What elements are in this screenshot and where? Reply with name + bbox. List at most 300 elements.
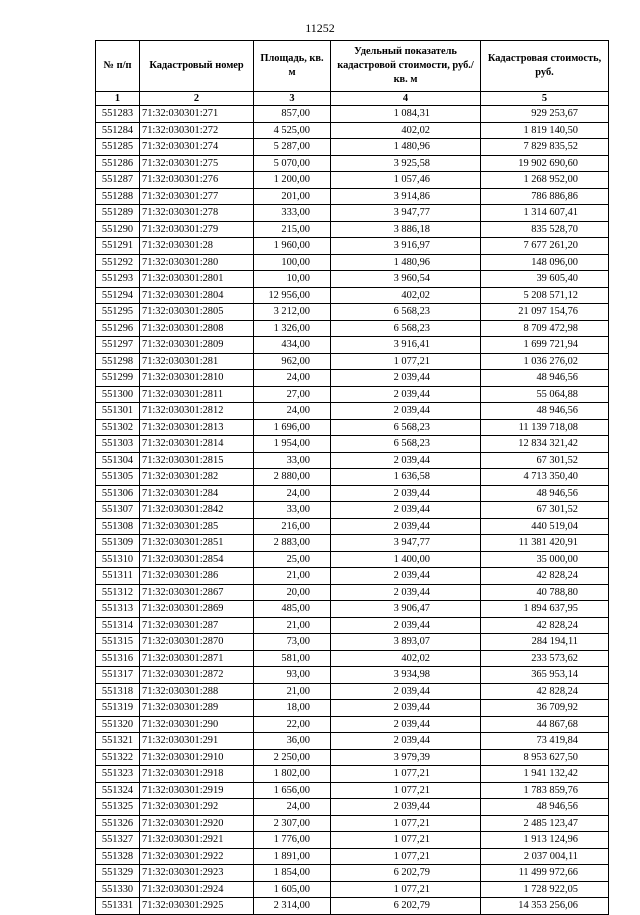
cadastral-value-cell: 35 000,00 bbox=[481, 551, 609, 568]
area-cell: 1 605,00 bbox=[254, 881, 331, 898]
table-row bbox=[96, 700, 609, 717]
column-number: 5 bbox=[481, 92, 609, 106]
area-cell: 581,00 bbox=[254, 650, 331, 667]
header-area: Площадь, кв. м bbox=[254, 41, 331, 92]
specific-value-cell: 1 400,00 bbox=[331, 551, 481, 568]
row-number-cell: 551308 bbox=[96, 518, 140, 535]
area-cell: 36,00 bbox=[254, 733, 331, 750]
area-cell: 333,00 bbox=[254, 205, 331, 222]
cadastral-value-cell: 7 677 261,20 bbox=[481, 238, 609, 255]
table-row bbox=[96, 122, 609, 139]
area-cell: 1 696,00 bbox=[254, 419, 331, 436]
row-number-cell: 551318 bbox=[96, 683, 140, 700]
table-row bbox=[96, 782, 609, 799]
cadastral-value-cell: 284 194,11 bbox=[481, 634, 609, 651]
cadastral-value-cell: 1 783 859,76 bbox=[481, 782, 609, 799]
cadastral-number-cell: 71:32:030301:274 bbox=[140, 139, 254, 156]
cadastral-value-cell: 786 886,86 bbox=[481, 188, 609, 205]
table-row bbox=[96, 881, 609, 898]
header-row bbox=[96, 41, 609, 92]
cadastral-value-cell: 11 499 972,66 bbox=[481, 865, 609, 882]
row-number-cell: 551286 bbox=[96, 155, 140, 172]
row-number-cell: 551325 bbox=[96, 799, 140, 816]
cadastral-number-cell: 71:32:030301:2842 bbox=[140, 502, 254, 519]
specific-value-cell: 2 039,44 bbox=[331, 716, 481, 733]
area-cell: 33,00 bbox=[254, 452, 331, 469]
cadastral-number-cell: 71:32:030301:284 bbox=[140, 485, 254, 502]
area-cell: 24,00 bbox=[254, 403, 331, 420]
area-cell: 5 070,00 bbox=[254, 155, 331, 172]
cadastral-number-cell: 71:32:030301:292 bbox=[140, 799, 254, 816]
cadastral-value-cell: 233 573,62 bbox=[481, 650, 609, 667]
table-row bbox=[96, 518, 609, 535]
specific-value-cell: 1 084,31 bbox=[331, 106, 481, 123]
cadastral-value-cell: 48 946,56 bbox=[481, 370, 609, 387]
specific-value-cell: 1 077,21 bbox=[331, 848, 481, 865]
specific-value-cell: 1 077,21 bbox=[331, 353, 481, 370]
table-row bbox=[96, 617, 609, 634]
specific-value-cell: 1 057,46 bbox=[331, 172, 481, 189]
cadastral-value-cell: 39 605,40 bbox=[481, 271, 609, 288]
row-number-cell: 551305 bbox=[96, 469, 140, 486]
cadastral-value-cell: 2 037 004,11 bbox=[481, 848, 609, 865]
table-row bbox=[96, 601, 609, 618]
area-cell: 1 891,00 bbox=[254, 848, 331, 865]
area-cell: 216,00 bbox=[254, 518, 331, 535]
table-row bbox=[96, 848, 609, 865]
specific-value-cell: 3 947,77 bbox=[331, 205, 481, 222]
cadastral-value-cell: 11 381 420,91 bbox=[481, 535, 609, 552]
cadastral-value-cell: 1 268 952,00 bbox=[481, 172, 609, 189]
area-cell: 21,00 bbox=[254, 568, 331, 585]
row-number-cell: 551299 bbox=[96, 370, 140, 387]
cadastral-number-cell: 71:32:030301:282 bbox=[140, 469, 254, 486]
area-cell: 18,00 bbox=[254, 700, 331, 717]
row-number-cell: 551310 bbox=[96, 551, 140, 568]
table-row bbox=[96, 188, 609, 205]
specific-value-cell: 2 039,44 bbox=[331, 568, 481, 585]
table-row bbox=[96, 436, 609, 453]
cadastral-number-cell: 71:32:030301:285 bbox=[140, 518, 254, 535]
page-number: 11252 bbox=[305, 21, 335, 35]
table-row bbox=[96, 865, 609, 882]
table-row bbox=[96, 551, 609, 568]
cadastral-number-cell: 71:32:030301:2869 bbox=[140, 601, 254, 618]
specific-value-cell: 2 039,44 bbox=[331, 700, 481, 717]
specific-value-cell: 1 636,58 bbox=[331, 469, 481, 486]
cadastral-number-cell: 71:32:030301:2810 bbox=[140, 370, 254, 387]
area-cell: 201,00 bbox=[254, 188, 331, 205]
row-number-cell: 551313 bbox=[96, 601, 140, 618]
cadastral-number-cell: 71:32:030301:2923 bbox=[140, 865, 254, 882]
table-row bbox=[96, 155, 609, 172]
specific-value-cell: 6 568,23 bbox=[331, 304, 481, 321]
table-row bbox=[96, 254, 609, 271]
area-cell: 12 956,00 bbox=[254, 287, 331, 304]
cadastral-value-cell: 1 728 922,05 bbox=[481, 881, 609, 898]
specific-value-cell: 1 077,21 bbox=[331, 782, 481, 799]
specific-value-cell: 3 925,58 bbox=[331, 155, 481, 172]
row-number-cell: 551303 bbox=[96, 436, 140, 453]
specific-value-cell: 3 886,18 bbox=[331, 221, 481, 238]
cadastral-number-cell: 71:32:030301:277 bbox=[140, 188, 254, 205]
specific-value-cell: 2 039,44 bbox=[331, 799, 481, 816]
cadastral-number-cell: 71:32:030301:2910 bbox=[140, 749, 254, 766]
specific-value-cell: 6 568,23 bbox=[331, 436, 481, 453]
cadastral-value-cell: 1 913 124,96 bbox=[481, 832, 609, 849]
specific-value-cell: 1 480,96 bbox=[331, 139, 481, 156]
table-row bbox=[96, 452, 609, 469]
cadastral-number-cell: 71:32:030301:2924 bbox=[140, 881, 254, 898]
header-specific-value: Удельный показатель кадастровой стоимости, руб./кв. м bbox=[331, 41, 481, 92]
cadastral-number-cell: 71:32:030301:2811 bbox=[140, 386, 254, 403]
area-cell: 24,00 bbox=[254, 799, 331, 816]
area-cell: 434,00 bbox=[254, 337, 331, 354]
area-cell: 24,00 bbox=[254, 370, 331, 387]
cadastral-number-cell: 71:32:030301:2815 bbox=[140, 452, 254, 469]
table-row bbox=[96, 634, 609, 651]
area-cell: 215,00 bbox=[254, 221, 331, 238]
row-number-cell: 551296 bbox=[96, 320, 140, 337]
row-number-cell: 551291 bbox=[96, 238, 140, 255]
row-number-cell: 551312 bbox=[96, 584, 140, 601]
specific-value-cell: 402,02 bbox=[331, 122, 481, 139]
cadastral-value-cell: 2 485 123,47 bbox=[481, 815, 609, 832]
cadastral-number-cell: 71:32:030301:2867 bbox=[140, 584, 254, 601]
row-number-cell: 551295 bbox=[96, 304, 140, 321]
cadastral-value-cell: 365 953,14 bbox=[481, 667, 609, 684]
cadastral-value-cell: 40 788,80 bbox=[481, 584, 609, 601]
area-cell: 1 802,00 bbox=[254, 766, 331, 783]
table-body bbox=[96, 106, 609, 915]
table-row bbox=[96, 733, 609, 750]
specific-value-cell: 2 039,44 bbox=[331, 617, 481, 634]
header-cadastral-number: Кадастровый номер bbox=[140, 41, 254, 92]
specific-value-cell: 2 039,44 bbox=[331, 452, 481, 469]
cadastral-value-cell: 48 946,56 bbox=[481, 403, 609, 420]
cadastral-value-cell: 5 208 571,12 bbox=[481, 287, 609, 304]
area-cell: 1 954,00 bbox=[254, 436, 331, 453]
specific-value-cell: 3 914,86 bbox=[331, 188, 481, 205]
table-row bbox=[96, 815, 609, 832]
table-row bbox=[96, 287, 609, 304]
table-row bbox=[96, 403, 609, 420]
specific-value-cell: 2 039,44 bbox=[331, 584, 481, 601]
row-number-cell: 551320 bbox=[96, 716, 140, 733]
row-number-cell: 551330 bbox=[96, 881, 140, 898]
cadastral-number-cell: 71:32:030301:2922 bbox=[140, 848, 254, 865]
table-row bbox=[96, 370, 609, 387]
area-cell: 2 883,00 bbox=[254, 535, 331, 552]
cadastral-number-cell: 71:32:030301:276 bbox=[140, 172, 254, 189]
cadastral-value-cell: 835 528,70 bbox=[481, 221, 609, 238]
table-row bbox=[96, 172, 609, 189]
area-cell: 24,00 bbox=[254, 485, 331, 502]
cadastral-value-cell: 929 253,67 bbox=[481, 106, 609, 123]
specific-value-cell: 1 077,21 bbox=[331, 881, 481, 898]
cadastral-number-cell: 71:32:030301:2871 bbox=[140, 650, 254, 667]
cadastral-value-cell: 12 834 321,42 bbox=[481, 436, 609, 453]
area-cell: 33,00 bbox=[254, 502, 331, 519]
cadastral-value-cell: 1 941 132,42 bbox=[481, 766, 609, 783]
cadastral-number-cell: 71:32:030301:28 bbox=[140, 238, 254, 255]
table-row bbox=[96, 469, 609, 486]
row-number-cell: 551314 bbox=[96, 617, 140, 634]
specific-value-cell: 1 077,21 bbox=[331, 815, 481, 832]
specific-value-cell: 1 077,21 bbox=[331, 832, 481, 849]
row-number-cell: 551327 bbox=[96, 832, 140, 849]
area-cell: 1 854,00 bbox=[254, 865, 331, 882]
cadastral-number-cell: 71:32:030301:271 bbox=[140, 106, 254, 123]
area-cell: 10,00 bbox=[254, 271, 331, 288]
table-header bbox=[96, 41, 609, 106]
row-number-cell: 551324 bbox=[96, 782, 140, 799]
table-row bbox=[96, 139, 609, 156]
cadastral-value-cell: 440 519,04 bbox=[481, 518, 609, 535]
table-row bbox=[96, 832, 609, 849]
cadastral-number-cell: 71:32:030301:288 bbox=[140, 683, 254, 700]
specific-value-cell: 2 039,44 bbox=[331, 683, 481, 700]
row-number-cell: 551321 bbox=[96, 733, 140, 750]
specific-value-cell: 2 039,44 bbox=[331, 386, 481, 403]
cadastral-number-cell: 71:32:030301:2814 bbox=[140, 436, 254, 453]
cadastral-number-cell: 71:32:030301:286 bbox=[140, 568, 254, 585]
row-number-cell: 551283 bbox=[96, 106, 140, 123]
table-row bbox=[96, 386, 609, 403]
column-number: 4 bbox=[331, 92, 481, 106]
specific-value-cell: 2 039,44 bbox=[331, 485, 481, 502]
cadastral-value-cell: 48 946,56 bbox=[481, 799, 609, 816]
cadastral-value-cell: 48 946,56 bbox=[481, 485, 609, 502]
specific-value-cell: 3 960,54 bbox=[331, 271, 481, 288]
specific-value-cell: 3 906,47 bbox=[331, 601, 481, 618]
table-row bbox=[96, 568, 609, 585]
row-number-cell: 551290 bbox=[96, 221, 140, 238]
area-cell: 21,00 bbox=[254, 617, 331, 634]
row-number-cell: 551285 bbox=[96, 139, 140, 156]
row-number-cell: 551292 bbox=[96, 254, 140, 271]
row-number-cell: 551306 bbox=[96, 485, 140, 502]
cadastral-number-cell: 71:32:030301:2870 bbox=[140, 634, 254, 651]
cadastral-value-cell: 7 829 835,52 bbox=[481, 139, 609, 156]
table-row bbox=[96, 238, 609, 255]
area-cell: 2 307,00 bbox=[254, 815, 331, 832]
area-cell: 962,00 bbox=[254, 353, 331, 370]
specific-value-cell: 2 039,44 bbox=[331, 370, 481, 387]
row-number-cell: 551297 bbox=[96, 337, 140, 354]
cadastral-number-cell: 71:32:030301:2812 bbox=[140, 403, 254, 420]
area-cell: 1 326,00 bbox=[254, 320, 331, 337]
table-row bbox=[96, 353, 609, 370]
cadastral-value-cell: 36 709,92 bbox=[481, 700, 609, 717]
cadastral-value-cell: 1 314 607,41 bbox=[481, 205, 609, 222]
row-number-cell: 551311 bbox=[96, 568, 140, 585]
specific-value-cell: 3 893,07 bbox=[331, 634, 481, 651]
cadastral-value-cell: 42 828,24 bbox=[481, 568, 609, 585]
specific-value-cell: 6 568,23 bbox=[331, 320, 481, 337]
row-number-cell: 551316 bbox=[96, 650, 140, 667]
table-row bbox=[96, 485, 609, 502]
row-number-cell: 551287 bbox=[96, 172, 140, 189]
specific-value-cell: 402,02 bbox=[331, 287, 481, 304]
row-number-cell: 551323 bbox=[96, 766, 140, 783]
header-cadastral-value: Кадастровая стоимость, руб. bbox=[481, 41, 609, 92]
cadastral-value-cell: 1 819 140,50 bbox=[481, 122, 609, 139]
area-cell: 1 776,00 bbox=[254, 832, 331, 849]
cadastral-value-cell: 21 097 154,76 bbox=[481, 304, 609, 321]
area-cell: 27,00 bbox=[254, 386, 331, 403]
cadastral-value-cell: 42 828,24 bbox=[481, 683, 609, 700]
cadastral-value-cell: 1 699 721,94 bbox=[481, 337, 609, 354]
cadastral-number-cell: 71:32:030301:2809 bbox=[140, 337, 254, 354]
cadastral-number-cell: 71:32:030301:272 bbox=[140, 122, 254, 139]
cadastral-value-table bbox=[95, 40, 609, 915]
specific-value-cell: 3 979,39 bbox=[331, 749, 481, 766]
area-cell: 485,00 bbox=[254, 601, 331, 618]
specific-value-cell: 6 202,79 bbox=[331, 898, 481, 915]
table-row bbox=[96, 502, 609, 519]
cadastral-number-cell: 71:32:030301:289 bbox=[140, 700, 254, 717]
cadastral-number-cell: 71:32:030301:279 bbox=[140, 221, 254, 238]
row-number-cell: 551331 bbox=[96, 898, 140, 915]
cadastral-number-cell: 71:32:030301:2805 bbox=[140, 304, 254, 321]
area-cell: 2 314,00 bbox=[254, 898, 331, 915]
specific-value-cell: 2 039,44 bbox=[331, 502, 481, 519]
table-row bbox=[96, 766, 609, 783]
area-cell: 25,00 bbox=[254, 551, 331, 568]
row-number-cell: 551317 bbox=[96, 667, 140, 684]
cadastral-number-cell: 71:32:030301:2808 bbox=[140, 320, 254, 337]
area-cell: 857,00 bbox=[254, 106, 331, 123]
cadastral-number-cell: 71:32:030301:2801 bbox=[140, 271, 254, 288]
row-number-cell: 551307 bbox=[96, 502, 140, 519]
cadastral-value-cell: 67 301,52 bbox=[481, 502, 609, 519]
area-cell: 93,00 bbox=[254, 667, 331, 684]
specific-value-cell: 6 568,23 bbox=[331, 419, 481, 436]
area-cell: 22,00 bbox=[254, 716, 331, 733]
cadastral-value-cell: 14 353 256,06 bbox=[481, 898, 609, 915]
table-row bbox=[96, 683, 609, 700]
area-cell: 5 287,00 bbox=[254, 139, 331, 156]
cadastral-number-cell: 71:32:030301:281 bbox=[140, 353, 254, 370]
cadastral-number-cell: 71:32:030301:2919 bbox=[140, 782, 254, 799]
specific-value-cell: 3 916,97 bbox=[331, 238, 481, 255]
header-row-number: № п/п bbox=[96, 41, 140, 92]
row-number-cell: 551309 bbox=[96, 535, 140, 552]
area-cell: 21,00 bbox=[254, 683, 331, 700]
table-row bbox=[96, 535, 609, 552]
specific-value-cell: 3 916,41 bbox=[331, 337, 481, 354]
cadastral-number-cell: 71:32:030301:2854 bbox=[140, 551, 254, 568]
table-row bbox=[96, 320, 609, 337]
cadastral-number-cell: 71:32:030301:2851 bbox=[140, 535, 254, 552]
area-cell: 3 212,00 bbox=[254, 304, 331, 321]
cadastral-number-cell: 71:32:030301:2804 bbox=[140, 287, 254, 304]
cadastral-value-cell: 8 709 472,98 bbox=[481, 320, 609, 337]
cadastral-number-cell: 71:32:030301:2872 bbox=[140, 667, 254, 684]
specific-value-cell: 1 077,21 bbox=[331, 766, 481, 783]
specific-value-cell: 3 947,77 bbox=[331, 535, 481, 552]
row-number-cell: 551284 bbox=[96, 122, 140, 139]
cadastral-value-cell: 42 828,24 bbox=[481, 617, 609, 634]
specific-value-cell: 6 202,79 bbox=[331, 865, 481, 882]
cadastral-number-cell: 71:32:030301:2813 bbox=[140, 419, 254, 436]
row-number-cell: 551328 bbox=[96, 848, 140, 865]
table-row bbox=[96, 799, 609, 816]
specific-value-cell: 2 039,44 bbox=[331, 403, 481, 420]
specific-value-cell: 1 480,96 bbox=[331, 254, 481, 271]
row-number-cell: 551288 bbox=[96, 188, 140, 205]
column-number-row bbox=[96, 92, 609, 106]
cadastral-number-cell: 71:32:030301:287 bbox=[140, 617, 254, 634]
cadastral-number-cell: 71:32:030301:280 bbox=[140, 254, 254, 271]
cadastral-number-cell: 71:32:030301:2921 bbox=[140, 832, 254, 849]
cadastral-value-cell: 1 036 276,02 bbox=[481, 353, 609, 370]
cadastral-number-cell: 71:32:030301:2918 bbox=[140, 766, 254, 783]
table-row bbox=[96, 584, 609, 601]
table-row bbox=[96, 205, 609, 222]
cadastral-value-cell: 55 064,88 bbox=[481, 386, 609, 403]
row-number-cell: 551300 bbox=[96, 386, 140, 403]
cadastral-value-cell: 44 867,68 bbox=[481, 716, 609, 733]
row-number-cell: 551326 bbox=[96, 815, 140, 832]
cadastral-value-cell: 8 953 627,50 bbox=[481, 749, 609, 766]
area-cell: 1 960,00 bbox=[254, 238, 331, 255]
row-number-cell: 551304 bbox=[96, 452, 140, 469]
row-number-cell: 551319 bbox=[96, 700, 140, 717]
cadastral-number-cell: 71:32:030301:2925 bbox=[140, 898, 254, 915]
table-row bbox=[96, 271, 609, 288]
cadastral-number-cell: 71:32:030301:291 bbox=[140, 733, 254, 750]
table-row bbox=[96, 106, 609, 123]
cadastral-number-cell: 71:32:030301:290 bbox=[140, 716, 254, 733]
area-cell: 2 250,00 bbox=[254, 749, 331, 766]
area-cell: 1 656,00 bbox=[254, 782, 331, 799]
specific-value-cell: 2 039,44 bbox=[331, 518, 481, 535]
row-number-cell: 551315 bbox=[96, 634, 140, 651]
area-cell: 20,00 bbox=[254, 584, 331, 601]
row-number-cell: 551329 bbox=[96, 865, 140, 882]
area-cell: 4 525,00 bbox=[254, 122, 331, 139]
cadastral-value-cell: 11 139 718,08 bbox=[481, 419, 609, 436]
row-number-cell: 551293 bbox=[96, 271, 140, 288]
table-row bbox=[96, 419, 609, 436]
row-number-cell: 551301 bbox=[96, 403, 140, 420]
table-row bbox=[96, 221, 609, 238]
table-row bbox=[96, 667, 609, 684]
column-number: 3 bbox=[254, 92, 331, 106]
row-number-cell: 551298 bbox=[96, 353, 140, 370]
row-number-cell: 551302 bbox=[96, 419, 140, 436]
column-number: 2 bbox=[140, 92, 254, 106]
cadastral-value-cell: 73 419,84 bbox=[481, 733, 609, 750]
cadastral-value-cell: 1 894 637,95 bbox=[481, 601, 609, 618]
area-cell: 100,00 bbox=[254, 254, 331, 271]
table-row bbox=[96, 749, 609, 766]
cadastral-value-cell: 148 096,00 bbox=[481, 254, 609, 271]
area-cell: 2 880,00 bbox=[254, 469, 331, 486]
specific-value-cell: 402,02 bbox=[331, 650, 481, 667]
area-cell: 73,00 bbox=[254, 634, 331, 651]
area-cell: 1 200,00 bbox=[254, 172, 331, 189]
specific-value-cell: 3 934,98 bbox=[331, 667, 481, 684]
row-number-cell: 551294 bbox=[96, 287, 140, 304]
specific-value-cell: 2 039,44 bbox=[331, 733, 481, 750]
row-number-cell: 551322 bbox=[96, 749, 140, 766]
table-row bbox=[96, 304, 609, 321]
cadastral-number-cell: 71:32:030301:275 bbox=[140, 155, 254, 172]
row-number-cell: 551289 bbox=[96, 205, 140, 222]
